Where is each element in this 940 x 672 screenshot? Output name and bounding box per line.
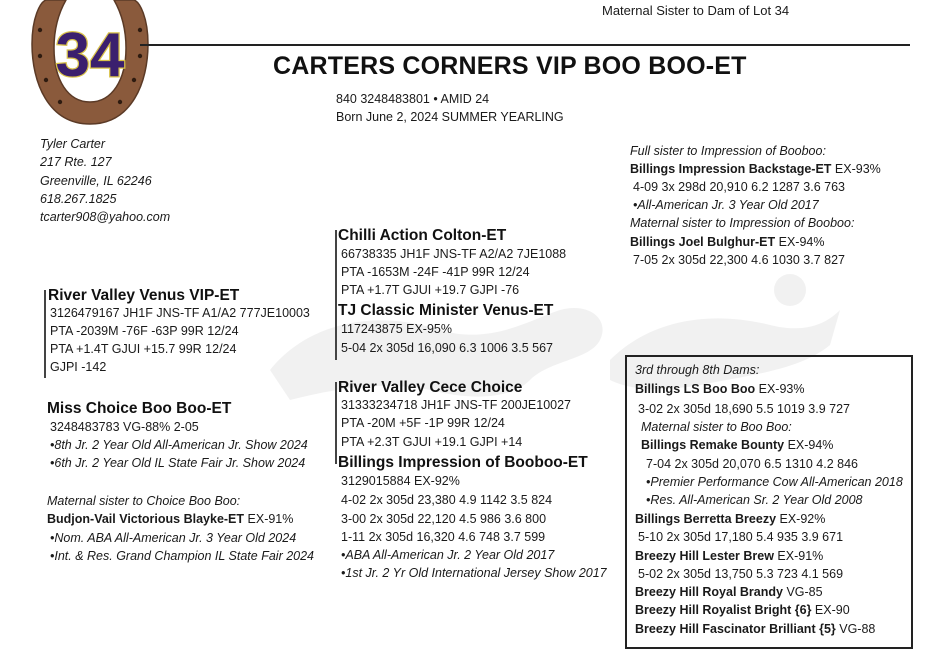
- sire-sire-line: PTA +1.7T GJUI +19.7 GJPI -76: [341, 283, 520, 297]
- dam-dam-award: •1st Jr. 2 Yr Old International Jersey Show 2017: [341, 566, 607, 580]
- dam-entry-line: 7-04 2x 305d 20,070 6.5 1310 4.2 846: [646, 457, 858, 471]
- consignor-phone: 618.267.1825: [40, 192, 117, 206]
- dam-entry-score: EX-94%: [784, 438, 834, 452]
- sire-side-bracket: [335, 230, 337, 360]
- dam-entry-score: EX-90: [811, 603, 850, 617]
- dam-award: •8th Jr. 2 Year Old All-American Jr. Show 2024: [50, 438, 308, 452]
- animal-born-line: Born June 2, 2024 SUMMER YEARLING: [336, 110, 564, 124]
- maternal-sister-score: EX-94%: [775, 235, 825, 249]
- dam-entry: [635, 547, 823, 565]
- dam-dam-name: Billings Impression of Booboo-ET: [338, 454, 588, 471]
- sire-line: PTA +1.4T GJUI +15.7 99R 12/24: [50, 342, 237, 356]
- dam-entry-line: 5-02 2x 305d 13,750 5.3 723 4.1 569: [638, 567, 844, 581]
- full-sister-name: Billings Impression Backstage-ET: [630, 162, 832, 176]
- dam-sire-line: PTA +2.3T GJUI +19.1 GJPI +14: [341, 435, 523, 449]
- dam-sister-score: EX-91%: [244, 512, 294, 526]
- horseshoe-lot-badge: [30, 0, 150, 126]
- dam-dam-line: 1-11 2x 305d 16,320 4.6 748 3.7 599: [341, 530, 546, 544]
- dam-entry-name: Billings LS Boo Boo: [635, 382, 756, 396]
- dam-sister-award: •Nom. ABA All-American Jr. 3 Year Old 2024: [50, 531, 297, 545]
- maternal-sister-name: Billings Joel Bulghur-ET: [630, 235, 776, 249]
- dam-entry-name: Breezy Hill Lester Brew: [635, 549, 774, 563]
- dam-entry-line: 5-10 2x 305d 17,180 5.4 935 3.9 671: [638, 530, 844, 544]
- dam-entry-score: EX-92%: [776, 512, 826, 526]
- dam-entry-award: •Res. All-American Sr. 2 Year Old 2008: [646, 493, 863, 507]
- dam-entry: [635, 620, 875, 638]
- dam-sister-award: •Int. & Res. Grand Champion IL State Fair 2024: [50, 549, 315, 563]
- dam-side-bracket: [335, 382, 337, 464]
- dam-entry-name: Billings Berretta Breezy: [635, 512, 777, 526]
- dam-sister-name: Budjon-Vail Victorious Blayke-ET: [47, 512, 245, 526]
- animal-name-title: CARTERS CORNERS VIP BOO BOO-ET: [273, 52, 747, 80]
- sire-sire-line: 66738335 JH1F JNS-TF A2/A2 7JE1088: [341, 247, 567, 261]
- dam-entry-score: VG-88: [835, 622, 876, 636]
- sire-line: 3126479167 JH1F JNS-TF A1/A2 777JE10003: [50, 306, 310, 320]
- dam-dam-line: 4-02 2x 305d 23,380 4.9 1142 3.5 824: [341, 493, 553, 507]
- dam-entry-score: EX-93%: [755, 382, 805, 396]
- consignor-name: Tyler Carter: [40, 137, 106, 151]
- full-sister-line: 4-09 3x 298d 20,910 6.2 1287 3.6 763: [633, 180, 845, 194]
- dam-sire-line: 31333234718 JH1F JNS-TF 200JE10027: [341, 398, 572, 412]
- sire-dam-name: TJ Classic Minister Venus-ET: [338, 302, 554, 319]
- full-sister: [630, 160, 881, 178]
- sire-dam-line: 117243875 EX-95%: [341, 322, 452, 336]
- full-sister-score: EX-93%: [831, 162, 881, 176]
- dam-line: 3248483783 VG-88% 2-05: [50, 420, 199, 434]
- dam-entry-note: Maternal sister to Boo Boo:: [641, 420, 792, 434]
- dam-name: Miss Choice Boo Boo-ET: [47, 400, 232, 417]
- dams-box-heading: 3rd through 8th Dams:: [635, 363, 760, 377]
- dam-entry: [635, 583, 823, 601]
- dam-entry-name: Breezy Hill Royalist Bright {6}: [635, 603, 812, 617]
- dam-sister: [47, 510, 293, 528]
- sire-line: GJPI -142: [50, 360, 107, 374]
- dam-dam-line: 3-00 2x 305d 22,120 4.5 986 3.6 800: [341, 512, 547, 526]
- maternal-sister-line: 7-05 2x 305d 22,300 4.6 1030 3.7 827: [633, 253, 845, 267]
- dam-entry-score: VG-85: [782, 585, 823, 599]
- dam-entry: [635, 380, 804, 398]
- dam-entry-score: EX-91%: [773, 549, 824, 563]
- dam-entry-name: Breezy Hill Royal Brandy: [635, 585, 783, 599]
- dam-entry-award: •Premier Performance Cow All-American 2018: [646, 475, 903, 489]
- dam-entry-name: Billings Remake Bounty: [641, 438, 785, 452]
- header-rule: [140, 44, 910, 46]
- maternal-sister: [630, 233, 825, 251]
- dam-entry: [635, 510, 825, 528]
- full-sister-award: •All-American Jr. 3 Year Old 2017: [633, 198, 819, 212]
- sire-bracket: [44, 290, 46, 378]
- dam-entry-name: Breezy Hill Fascinator Brilliant {5}: [635, 622, 836, 636]
- sire-sire-name: Chilli Action Colton-ET: [338, 227, 507, 244]
- dam-sire-line: PTA -20M +5F -1P 99R 12/24: [341, 416, 505, 430]
- dam-award: •6th Jr. 2 Year Old IL State Fair Jr. Show 2024: [50, 456, 306, 470]
- dam-dam-line: 3129015884 EX-92%: [341, 474, 460, 488]
- animal-id-line: 840 3248483801 • AMID 24: [336, 92, 490, 106]
- dam-entry-line: 3-02 2x 305d 18,690 5.5 1019 3.9 727: [638, 402, 850, 416]
- sire-sire-line: PTA -1653M -24F -41P 99R 12/24: [341, 265, 530, 279]
- dam-dam-award: •ABA All-American Jr. 2 Year Old 2017: [341, 548, 555, 562]
- consignor-address: 217 Rte. 127: [40, 155, 112, 169]
- header-note: Maternal Sister to Dam of Lot 34: [602, 3, 790, 18]
- lot-number: 34: [55, 21, 125, 90]
- dam-sister-note: Maternal sister to Choice Boo Boo:: [47, 494, 241, 508]
- sire-name: River Valley Venus VIP-ET: [48, 287, 240, 304]
- dam-entry: [635, 601, 850, 619]
- sire-line: PTA -2039M -76F -63P 99R 12/24: [50, 324, 239, 338]
- sire-dam-line: 5-04 2x 305d 16,090 6.3 1006 3.5 567: [341, 341, 553, 355]
- consignor-email[interactable]: tcarter908@yahoo.com: [40, 210, 171, 224]
- full-sister-note: Full sister to Impression of Booboo:: [630, 144, 826, 158]
- consignor-city: Greenville, IL 62246: [40, 174, 152, 188]
- maternal-sister-note: Maternal sister to Impression of Booboo:: [630, 216, 855, 230]
- dam-entry: [641, 436, 833, 454]
- dam-sire-name: River Valley Cece Choice: [338, 379, 523, 396]
